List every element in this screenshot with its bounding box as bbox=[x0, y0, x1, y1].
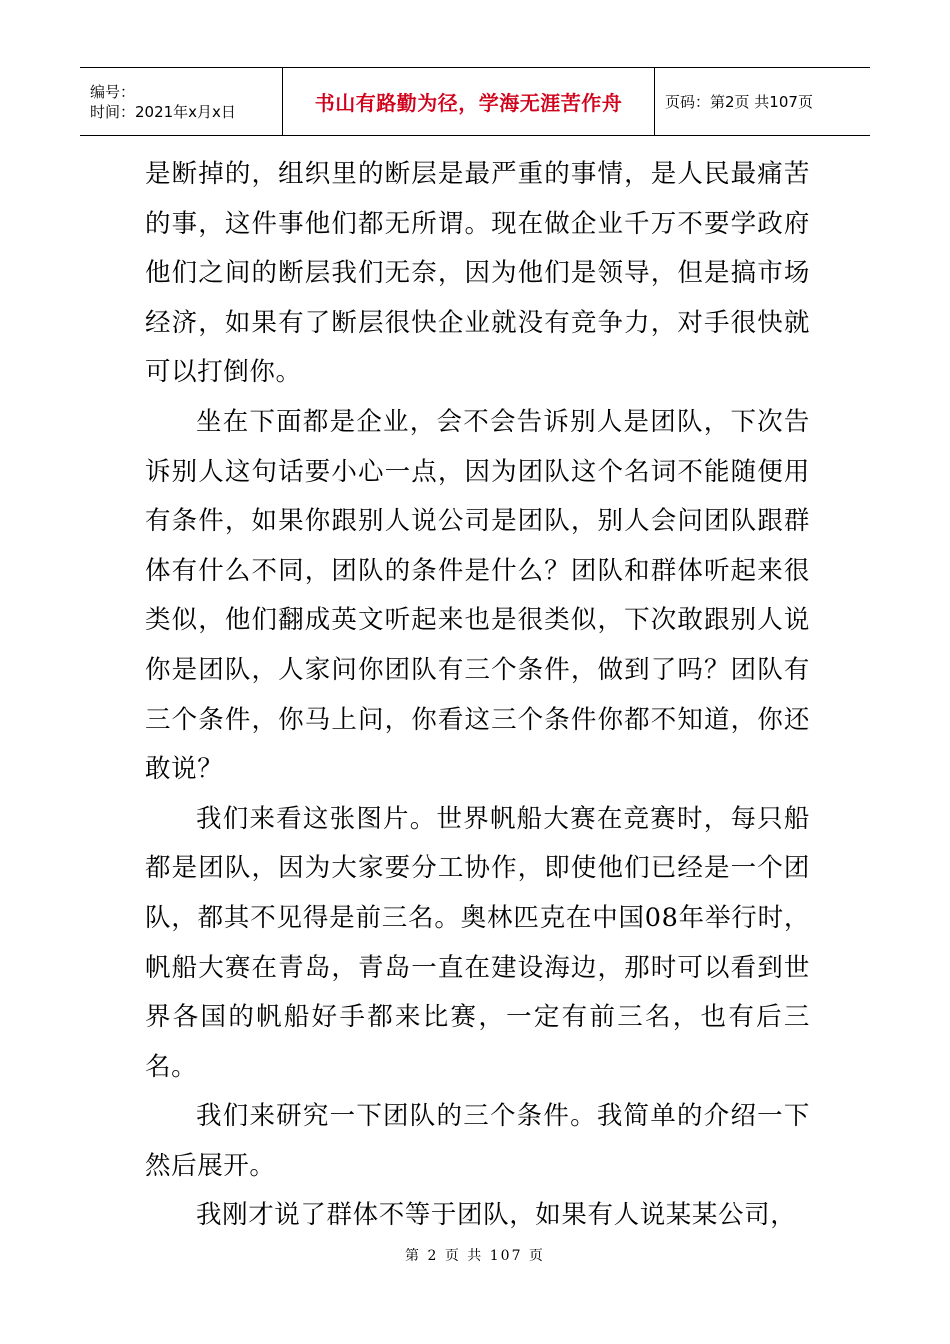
document-number-label: 编号： bbox=[90, 82, 136, 101]
paragraph-5: 我刚才说了群体不等于团队，如果有人说某某公司， bbox=[196, 1200, 797, 1231]
page-header bbox=[80, 67, 870, 136]
document-body bbox=[145, 150, 810, 1241]
paragraph-4: 我们来研究一下团队的三个条件。我简单的介绍一下然后展开。 bbox=[145, 1101, 810, 1181]
header-page-cell bbox=[655, 68, 870, 135]
header-motto-cell bbox=[282, 68, 655, 135]
header-motto: 书山有路勤为径，学海无涯苦作舟 bbox=[314, 91, 623, 115]
page-footer: 第 2 页 共 107 页 bbox=[405, 1248, 545, 1264]
paragraph-2: 坐在下面都是企业，会不会告诉别人是团队，下次告诉别人这句话要小心一点，因为团队这个名词不能随便用有条件，如果你跟别人说公司是团队，别人会问团队跟群体有什么不同，团队的条件是什么？团队和群体听起来很类似，他们翻成英文听起来也是很类似，下次敢跟别人说你是团队，人家问你团队有三个条件，做到了吗？团队有三个条件，你马上问，你看这三个条件你都不知道，你还敢说？ bbox=[145, 406, 810, 785]
paragraph-3: 我们来看这张图片。世界帆船大赛在竞赛时，每只船都是团队，因为大家要分工协作，即使他们已经是一个团队，都其不见得是前三名。奥林匹克在中国08年举行时，帆船大赛在青岛，青岛一直在建设海边，那时可以看到世界各国的帆船好手都来比赛，一定有前三名，也有后三名。 bbox=[145, 803, 810, 1082]
header-meta bbox=[80, 68, 282, 135]
header-page-number: 页码：第2页 共107页 bbox=[665, 93, 813, 111]
paragraph-1: 是断掉的，组织里的断层是最严重的事情，是人民最痛苦的事，这件事他们都无所谓。现在做企业千万不要学政府他们之间的断层我们无奈，因为他们是领导，但是搞市场经济，如果有了断层很快企业就没有竞争力，对手很快就可以打倒你。 bbox=[145, 159, 810, 388]
document-date-label: 时间：2021年x月x日 bbox=[90, 102, 236, 121]
